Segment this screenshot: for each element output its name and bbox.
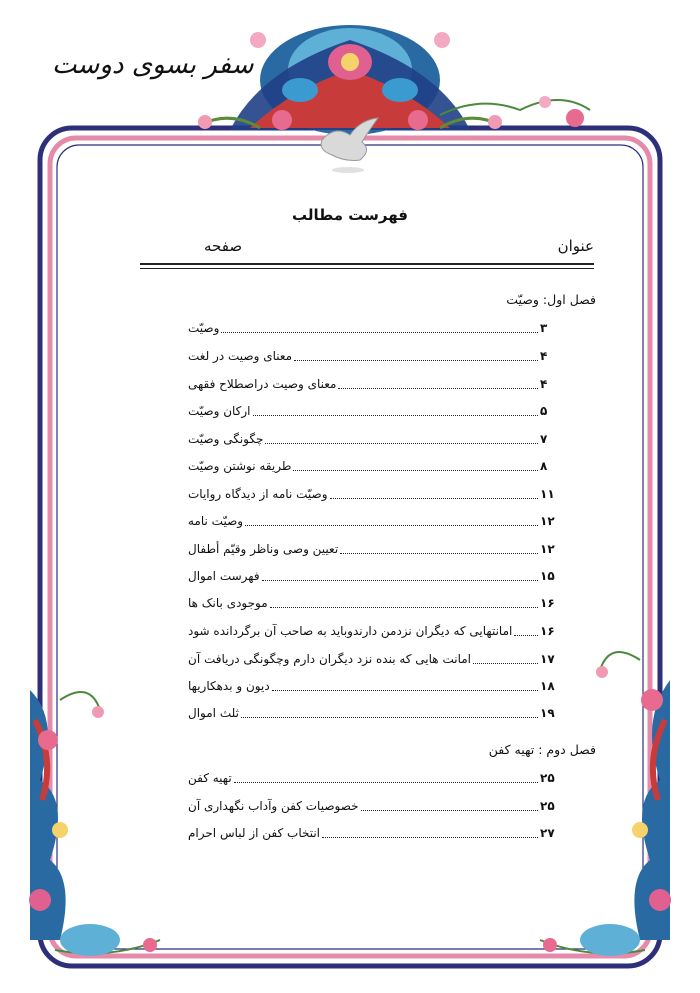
toc-entry-title: معنای وصیت دراصطلاح فقهی (188, 377, 337, 391)
toc-entry-title: ارکان وصیّت (188, 404, 251, 418)
toc-entry[interactable] (186, 822, 562, 844)
toc-entry[interactable] (186, 373, 562, 395)
toc-entry-title: دیون و بدهکاریها (188, 679, 270, 693)
toc-entry-title: وصیّت (188, 321, 220, 335)
toc-entry-title: چگونگی وصیّت (188, 432, 264, 446)
toc-entry-page: ۷ (540, 432, 548, 446)
toc-entry-title: تهیه کفن (188, 771, 232, 785)
dot-leader (293, 470, 538, 471)
toc-entry-page: ۱۶ (540, 624, 555, 638)
toc-entry[interactable] (186, 795, 562, 817)
dot-leader (262, 580, 538, 581)
dot-leader (272, 690, 538, 691)
toc-entry-page: ۴ (540, 349, 548, 363)
toc-entry-page: ۱۲ (540, 514, 555, 528)
toc-entry-page: ۳ (540, 321, 548, 335)
toc-entry[interactable] (186, 317, 562, 339)
toc-entry[interactable] (186, 648, 562, 670)
dot-leader (340, 553, 538, 554)
toc-entry-page: ۱۲ (540, 542, 555, 556)
toc-entry-title: طریقه نوشتن وصیّت (188, 459, 292, 473)
toc-entry[interactable] (186, 702, 562, 724)
toc-entry-page: ۸ (540, 459, 548, 473)
toc-entry-title: معنای وصیت در لغت (188, 349, 293, 363)
dot-leader (322, 837, 538, 838)
toc-entry-title: تعیین وصی وناظر وقیّم أطفال (188, 542, 339, 556)
toc-entry[interactable] (186, 767, 562, 789)
column-header-page: صفحه (204, 237, 243, 255)
toc-entry-title: امانت هایی که بنده نزد دیگران دارم وچگونگی دریافت آن (188, 652, 471, 666)
toc-entry-page: ۱۵ (540, 569, 555, 583)
toc-entry-page: ۱۶ (540, 596, 555, 610)
toc-entry-title: امانتهایی که دیگران نزدمن دارندوباید به صاحب آن برگردانده شود (188, 624, 513, 638)
dot-leader (514, 635, 538, 636)
toc-entry-page: ۱۱ (540, 487, 555, 501)
toc-entry[interactable] (186, 565, 562, 587)
toc-entry-page: ۵ (540, 404, 548, 418)
toc-entry[interactable] (186, 538, 562, 560)
toc-entry-title: موجودی بانک ها (188, 596, 268, 610)
toc-title: فهرست مطالب (292, 206, 408, 224)
dot-leader (338, 388, 538, 389)
toc-entry-page: ۲۷ (540, 826, 555, 840)
toc-entry-page: ۱۹ (540, 706, 555, 720)
toc-entry[interactable] (186, 345, 562, 367)
toc-entry[interactable] (186, 592, 562, 614)
chapter-heading: فصل اول: وصیّت (506, 292, 596, 307)
toc-entry-page: ۱۷ (540, 652, 555, 666)
dot-leader (221, 332, 538, 333)
dot-leader (253, 415, 538, 416)
top-ornament (198, 25, 590, 173)
toc-entry-page: ۲۵ (540, 771, 555, 785)
toc-entry[interactable] (186, 428, 562, 450)
dot-leader (234, 782, 538, 783)
header-rule (140, 263, 594, 265)
dot-leader (241, 717, 538, 718)
toc-entry-page: ۲۵ (540, 799, 555, 813)
toc-entry[interactable] (186, 675, 562, 697)
dot-leader (330, 498, 539, 499)
toc-entry[interactable] (186, 620, 562, 642)
toc-entry-title: ثلث اموال (188, 706, 239, 720)
dot-leader (361, 810, 538, 811)
column-header-title: عنوان (557, 237, 594, 255)
toc-entry-title: انتخاب کفن از لباس احرام (188, 826, 321, 840)
header-rule-thin (140, 268, 594, 269)
dot-leader (245, 525, 538, 526)
chapter-heading: فصل دوم : تهیه کفن (488, 742, 596, 757)
toc-entry[interactable] (186, 510, 562, 532)
toc-entry-title: وصیّت نامه (188, 514, 244, 528)
toc-entry[interactable] (186, 455, 562, 477)
toc-entry[interactable] (186, 400, 562, 422)
toc-entry-title: وصیّت نامه از دیدگاه روایات (188, 487, 328, 501)
toc-entry-page: ۴ (540, 377, 548, 391)
dot-leader (473, 663, 538, 664)
brand-calligraphy: سفر بسوی دوست (52, 50, 254, 80)
dot-leader (265, 443, 538, 444)
dot-leader (270, 607, 538, 608)
toc-entry[interactable] (186, 483, 562, 505)
toc-entry-title: فهرست اموال (188, 569, 260, 583)
toc-entry-page: ۱۸ (540, 679, 555, 693)
toc-entry-title: خصوصیات کفن وآداب نگهداری آن (188, 799, 359, 813)
dot-leader (294, 360, 538, 361)
